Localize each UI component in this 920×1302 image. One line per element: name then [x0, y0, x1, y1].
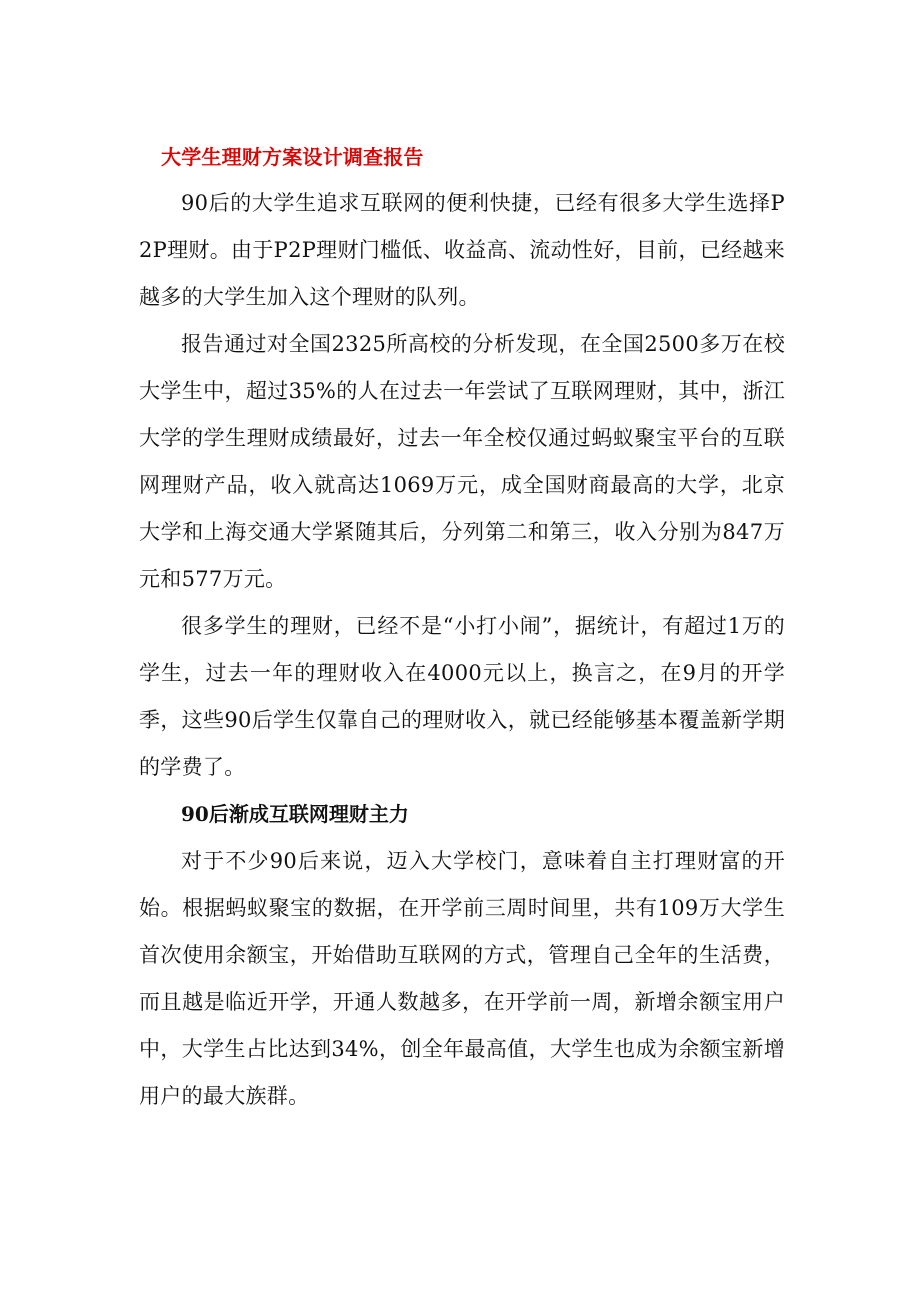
- paragraph-income-statistics: 很多学生的理财，已经不是“小打小闹”，据统计，有超过1万的学生，过去一年的理财收入在4000元以上，换言之，在9月的开学季，这些90后学生仅靠自己的理财收入，就已经能够基本覆盖新学期的学费了。: [139, 614, 785, 779]
- paragraph-report-findings: 报告通过对全国2325所高校的分析发现，在全国2500多万在校大学生中，超过35%的人在过去一年尝试了互联网理财，其中，浙江大学的学生理财成绩最好，过去一年全校仅通过蚂蚁聚宝平台的互联网理财产品，收入就高达1069万元，成全国财商最高的大学，北京大学和上海交通大学紧随其后，分列第二和第三，收入分别为847万元和577万元。: [139, 332, 785, 591]
- section-heading: 90后渐成互联网理财主力: [181, 802, 409, 826]
- document-body: [139, 134, 785, 1120]
- paragraph-intro: 90后的大学生追求互联网的便利快捷，已经有很多大学生选择P2P理财。由于P2P理财门槛低、收益高、流动性好，目前，已经越来越多的大学生加入这个理财的队列。: [139, 191, 785, 309]
- paragraph-yuebao-users: 对于不少90后来说，迈入大学校门，意味着自主打理财富的开始。根据蚂蚁聚宝的数据，在开学前三周时间里，共有109万大学生首次使用余额宝，开始借助互联网的方式，管理自己全年的生活费，而且越是临近开学，开通人数越多，在开学前一周，新增余额宝用户中，大学生占比达到34%，创全年最高值，大学生也成为余额宝新增用户的最大族群。: [139, 849, 785, 1108]
- document-title: 大学生理财方案设计调查报告: [161, 145, 424, 169]
